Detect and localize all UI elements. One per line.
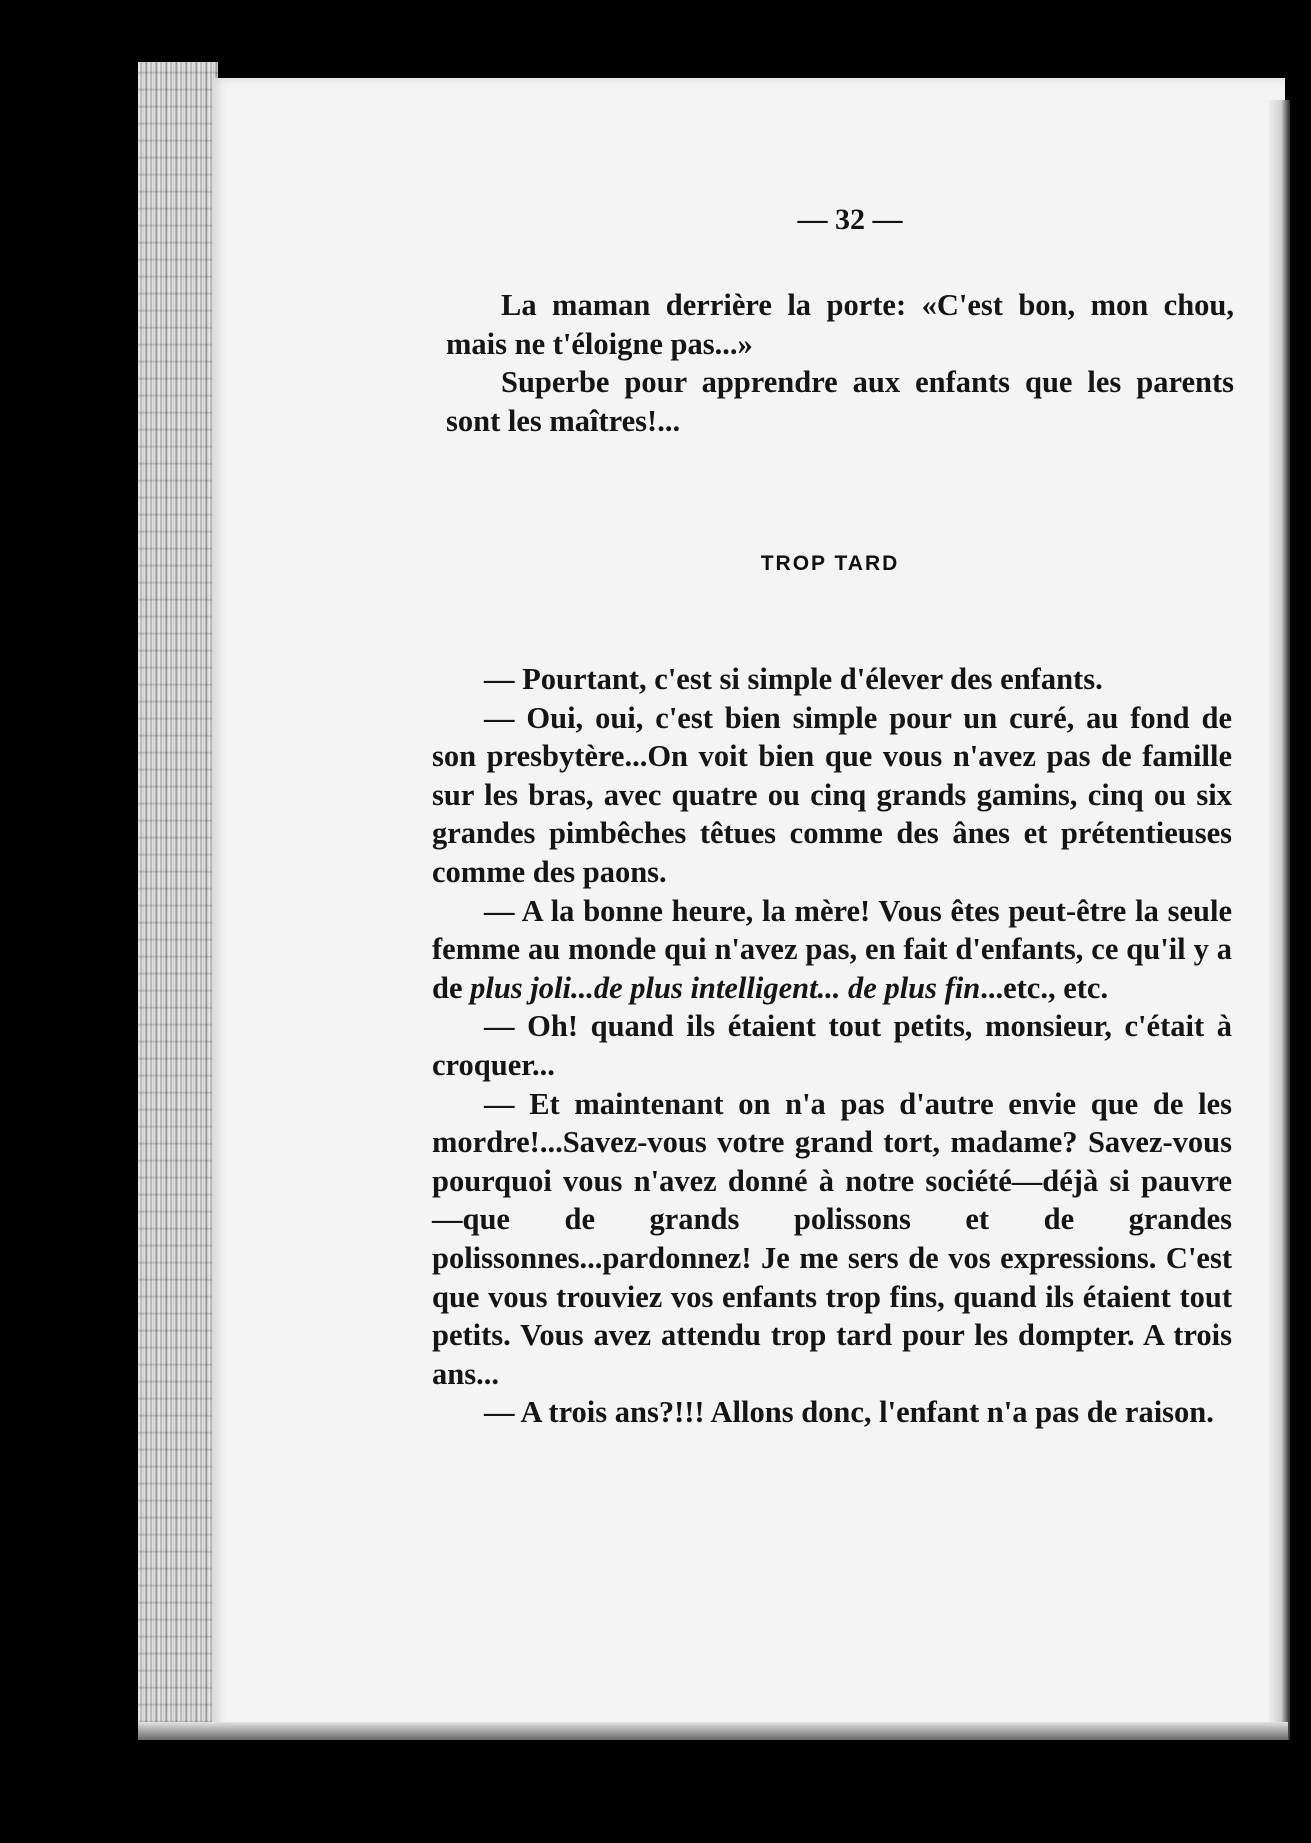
dialogue-line: — Pourtant, c'est si simple d'élever des enfants. bbox=[484, 662, 1103, 696]
page-right-shadow bbox=[1268, 100, 1290, 1740]
dialogue-line bbox=[432, 892, 1232, 1008]
dialogue-line: — Et maintenant on n'a pas d'autre envie que de les mordre!...Savez-vous votre grand tort, madame? Savez-vous pourquoi vous n'avez donné à notre société—déjà si pauvre—que de grands polissons et de grandes polissonnes...pardonnez! Je me sers de vos expressions. C'est que vous trouviez vos enfants trop fins, quand ils étaient tout petits. Vous avez attendu trop tard pour les dompter. A trois ans... bbox=[432, 1086, 1232, 1391]
dialogue-text-run: ...etc., etc. bbox=[980, 970, 1109, 1005]
dialogue-line: — Oh! quand ils étaient tout petits, monsieur, c'était à croquer... bbox=[432, 1009, 1232, 1082]
dialogue-italic-run: plus joli...de plus intelligent... de plus fin bbox=[470, 970, 981, 1005]
dialogue-line: — A trois ans?!!! Allons donc, l'enfant n'a pas de raison. bbox=[484, 1395, 1214, 1430]
dialogue-text bbox=[432, 660, 1232, 1432]
paragraph: La maman derrière la porte: «C'est bon, mon chou, mais ne t'éloigne pas...» bbox=[446, 288, 1234, 361]
intro-text bbox=[446, 286, 1234, 440]
book-page-edges bbox=[138, 62, 218, 1737]
page-number: — 32 — bbox=[797, 203, 903, 236]
paragraph: Superbe pour apprendre aux enfants que les parents sont les maîtres!... bbox=[446, 365, 1234, 438]
section-title: TROP TARD bbox=[760, 552, 900, 575]
dialogue-line: — Oui, oui, c'est bien simple pour un curé, au fond de son presbytère...On voit bien que vous n'avez pas de famille sur les bras, avec quatre ou cinq grands gamins, cinq ou six grandes pimbêches têtues comme des ânes et prétentieuses comme des paons. bbox=[432, 700, 1232, 889]
dialogue-text-run: — A la bonne heure, la mère! Vous êtes peut-être la seule femme au monde qui n'avez pas, en fait d'enfants, ce qu'il y a de bbox=[432, 893, 1232, 1005]
page-bottom-edge bbox=[138, 1722, 1288, 1740]
